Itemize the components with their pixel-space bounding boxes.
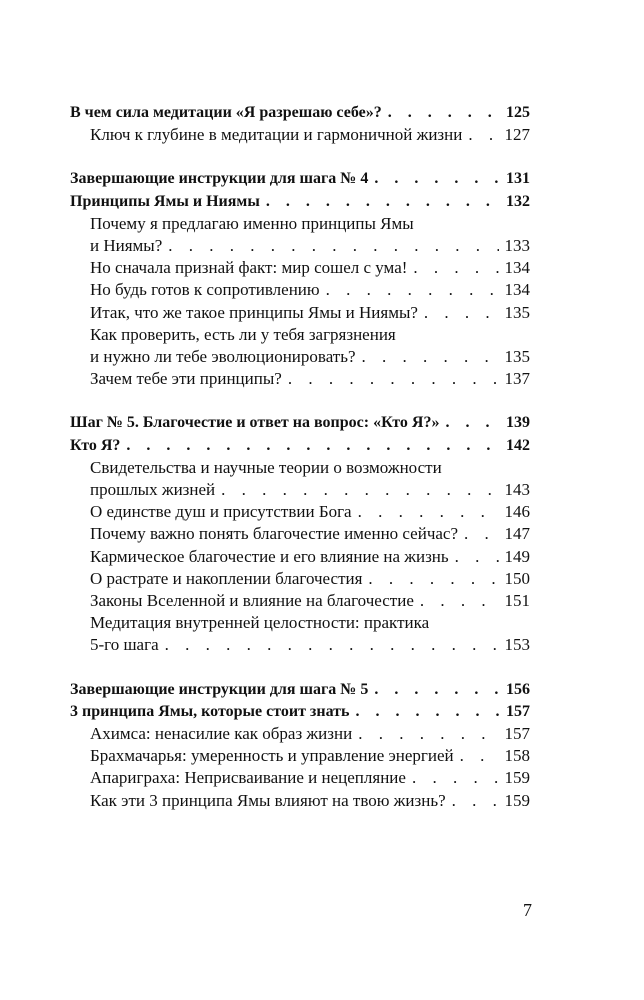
toc-entry-title: Как эти 3 принципа Ямы влияют на твою жизнь? <box>90 790 446 810</box>
toc-entry-title: Медитация внутренней целостности: практика <box>90 613 430 633</box>
toc-entry-title: Брахмачарья: умеренность и управление энергией <box>90 746 454 766</box>
leader-dots <box>362 346 499 368</box>
toc-entry-title: Как проверить, есть ли у тебя загрязнения <box>90 324 396 344</box>
toc-section-entry <box>70 723 530 745</box>
toc-page-number: 127 <box>504 125 530 145</box>
toc-entry-title: Завершающие инструкции для шага № 5 <box>70 680 369 698</box>
toc-section-entry <box>70 546 530 568</box>
toc-page-number: 142 <box>506 436 530 454</box>
toc-page-number: 156 <box>506 680 530 698</box>
toc-section-entry <box>70 279 530 301</box>
toc-section-entry <box>70 523 530 545</box>
toc-page-number: 133 <box>504 236 530 256</box>
leader-dots <box>358 501 499 523</box>
leader-dots <box>355 701 500 723</box>
toc-page-number: 149 <box>504 546 530 566</box>
toc-section-entry <box>70 302 530 324</box>
leader-dots <box>445 412 500 434</box>
toc-entry-title: Почему важно понять благочестие именно сейчас? <box>90 524 459 544</box>
toc-section-entry <box>70 368 530 390</box>
leader-dots <box>424 302 499 324</box>
toc-section-entry <box>70 213 530 257</box>
leader-dots <box>388 102 500 124</box>
leader-dots <box>221 479 498 501</box>
toc-entry-title: Ахимса: ненасилие как образ жизни <box>90 724 353 744</box>
toc-page-number: 158 <box>504 746 530 766</box>
leader-dots <box>165 634 499 656</box>
toc-page-number: 150 <box>504 568 530 588</box>
leader-dots <box>326 279 499 301</box>
leader-dots <box>374 679 500 701</box>
toc-page-number: 159 <box>504 768 530 788</box>
leader-dots <box>168 235 498 257</box>
toc-entry-title: и нужно ли тебе эволюционировать? <box>90 347 356 367</box>
toc-chapter-entry <box>70 679 530 701</box>
toc-page-number: 157 <box>506 702 530 720</box>
toc-section-entry <box>70 767 530 789</box>
toc-page-number: 151 <box>504 591 530 611</box>
toc-chapter-entry <box>70 168 530 190</box>
toc-page-number: 134 <box>504 258 530 278</box>
toc-entry-title: Зачем тебе эти принципы? <box>90 369 282 389</box>
toc-page-number: 125 <box>506 104 530 121</box>
toc-entry-title: Апариграха: Неприсваивание и нецепляние <box>90 768 406 788</box>
leader-dots <box>374 168 500 190</box>
leader-dots <box>412 767 499 789</box>
leader-dots <box>455 546 499 568</box>
leader-dots <box>413 257 498 279</box>
toc-entry-title: Ключ к глубине в медитации и гармоничной жизни <box>90 125 463 145</box>
page-number: 7 <box>523 900 532 920</box>
toc-section-entry <box>70 124 530 146</box>
toc-entry-title: О единстве душ и присутствии Бога <box>90 502 352 522</box>
toc-page-number: 131 <box>506 170 530 188</box>
toc-page-number: 134 <box>504 280 530 300</box>
leader-dots <box>420 590 499 612</box>
toc-page-number: 139 <box>506 414 530 432</box>
toc-section-entry <box>70 745 530 767</box>
toc-page-number: 157 <box>504 724 530 744</box>
toc-entry-title: Шаг № 5. Благочестие и ответ на вопрос: «Кто Я?» <box>70 414 440 432</box>
table-of-contents <box>70 102 530 812</box>
toc-entry-title: О растрате и накоплении благочестия <box>90 568 363 588</box>
leader-dots <box>288 368 499 390</box>
toc-chapter-entry <box>70 435 530 457</box>
toc-section-entry <box>70 568 530 590</box>
toc-entry-title: Итак, что же такое принципы Ямы и Ниямы? <box>90 302 418 322</box>
toc-entry-title: Почему я предлагаю именно принципы Ямы <box>90 213 414 233</box>
leader-dots <box>368 568 498 590</box>
toc-entry-title: 5-го шага <box>90 635 159 655</box>
toc-section-entry <box>70 790 530 812</box>
toc-chapter-entry <box>70 412 530 434</box>
toc-entry-title: прошлых жизней <box>90 480 216 500</box>
leader-dots <box>464 523 498 545</box>
toc-section-entry <box>70 501 530 523</box>
toc-entry-title: Кто Я? <box>70 436 121 454</box>
toc-page-number: 153 <box>504 635 530 655</box>
toc-entry-title: В чем сила медитации «Я разрешаю себе»? <box>70 104 382 121</box>
toc-page-number: 135 <box>504 347 530 367</box>
toc-section-entry <box>70 324 530 368</box>
toc-entry-title: Законы Вселенной и влияние на благочестие <box>90 591 414 611</box>
toc-section-entry <box>70 457 530 501</box>
leader-dots <box>266 191 500 213</box>
leader-dots <box>460 745 499 767</box>
toc-page-number: 137 <box>504 369 530 389</box>
leader-dots <box>468 124 498 146</box>
toc-page-number: 147 <box>504 524 530 544</box>
toc-chapter-entry <box>70 701 530 723</box>
toc-entry-title: и Ниямы? <box>90 236 163 256</box>
toc-chapter-entry <box>70 102 530 124</box>
leader-dots <box>358 723 498 745</box>
toc-entry-title: Но будь готов к сопротивлению <box>90 280 320 300</box>
leader-dots <box>452 790 499 812</box>
toc-chapter-entry <box>70 191 530 213</box>
toc-page-number: 132 <box>506 192 530 210</box>
toc-entry-title: Кармическое благочестие и его влияние на жизнь <box>90 546 449 566</box>
toc-page-number: 146 <box>504 502 530 522</box>
toc-section-entry <box>70 257 530 279</box>
toc-page-number: 135 <box>504 302 530 322</box>
toc-entry-title: Свидетельства и научные теории о возможности <box>90 457 442 477</box>
toc-entry-title: Но сначала признай факт: мир сошел с ума! <box>90 258 408 278</box>
toc-entry-title: Завершающие инструкции для шага № 4 <box>70 170 369 188</box>
toc-entry-title: 3 принципа Ямы, которые стоит знать <box>70 702 350 720</box>
toc-page-number: 143 <box>504 480 530 500</box>
toc-section-entry <box>70 612 530 656</box>
toc-page-number: 159 <box>504 790 530 810</box>
toc-section-entry <box>70 590 530 612</box>
leader-dots <box>126 435 500 457</box>
toc-entry-title: Принципы Ямы и Ниямы <box>70 192 260 210</box>
